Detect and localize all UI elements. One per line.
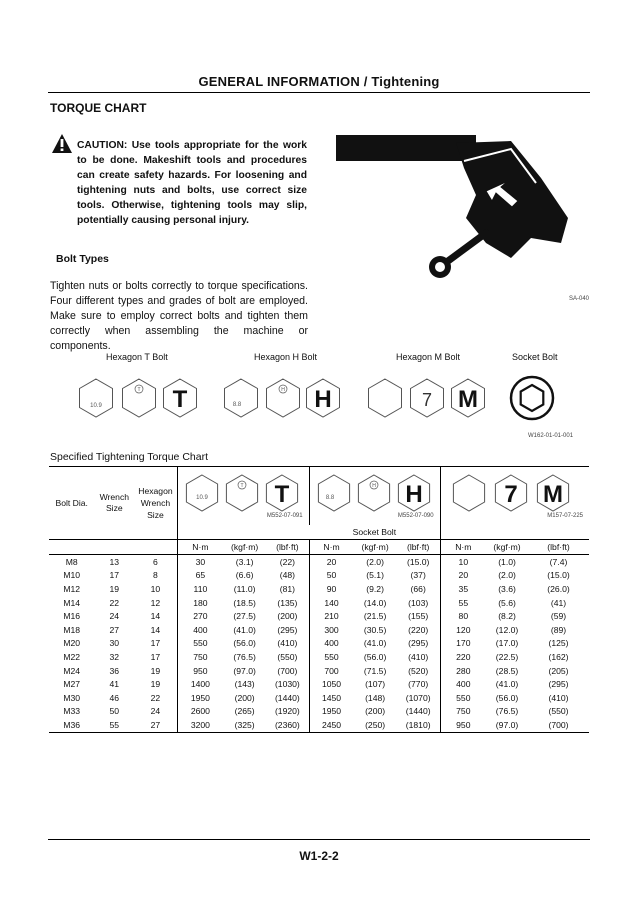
page-header-title: GENERAL INFORMATION / Tightening [198, 74, 440, 89]
table-cell: 22 [109, 597, 120, 608]
table-cell: 46 [109, 692, 120, 703]
bolt-m-mark-hex [452, 379, 485, 417]
torque-chart-table [49, 466, 589, 733]
table-cell: 1950 [309, 705, 353, 719]
table-cell: (15.0) [406, 556, 430, 567]
bolt-h-grade-text: 8.8 [232, 402, 242, 408]
header-bolt-dia: Bolt Dia. [49, 467, 94, 540]
table-cell: M10 [63, 570, 81, 581]
table-cell: 30 [177, 555, 223, 569]
table-cell: (410) [548, 692, 569, 703]
caution-text: CAUTION: Use tools appropriate for the work to be done. Makeshift tools and procedures can create safety hazards. For loosening and tightening nuts and bolts, use correct size tools. Otherwise, tightening tools may slip, potentially causing personal injury. [77, 140, 307, 226]
table-cell: (295) [408, 638, 429, 649]
table-cell: (700) [528, 718, 589, 732]
table-cell: 19 [150, 665, 161, 676]
bolt-h-grade-hex [225, 379, 258, 417]
table-cell: (200) [277, 611, 298, 622]
table-m-grade-text: 7 [504, 481, 518, 508]
table-cell: (97.0) [486, 718, 528, 732]
table-cell: M27 [63, 679, 81, 690]
table-cell: (76.5) [233, 651, 256, 662]
table-cell: 750 [177, 650, 223, 664]
table-cell: 270 [177, 609, 223, 623]
table-cell: 50 [109, 706, 120, 717]
table-cell: M30 [63, 692, 81, 703]
table-cell: (5.6) [498, 597, 516, 608]
bolt-m-plain-hex [369, 379, 402, 417]
table-cell: 24 [109, 611, 120, 622]
table-cell: (11.0) [233, 583, 256, 594]
unit-lbfft: (lbf·ft) [397, 540, 440, 555]
table-cell: 41 [109, 679, 120, 690]
socket-bolt-icon [511, 377, 553, 419]
bolt-types-illustration [72, 372, 572, 424]
table-cell: M18 [63, 624, 81, 635]
table-cell: 36 [109, 665, 120, 676]
table-cell: (200) [234, 692, 255, 703]
table-cell: 17 [109, 570, 120, 581]
table-row [49, 555, 589, 569]
table-cell: 2600 [177, 705, 223, 719]
table-cell: 3200 [177, 718, 223, 732]
table-cell: 6 [153, 556, 158, 567]
table-cell: M12 [63, 583, 81, 594]
table-cell: (48) [279, 570, 296, 581]
table-cell: 8 [153, 570, 158, 581]
table-cell: (30.5) [363, 624, 387, 635]
table-cell: (89) [550, 624, 567, 635]
table-cell: 180 [177, 596, 223, 610]
table-cell: 1950 [177, 691, 223, 705]
svg-text:H: H [281, 387, 285, 393]
table-cell: (550) [277, 651, 298, 662]
svg-text:T: T [137, 387, 141, 393]
bolt-t-plain-hex [123, 379, 156, 417]
table-cell: 32 [109, 651, 120, 662]
table-cell: (37) [410, 570, 426, 581]
table-cell: (3.1) [235, 556, 254, 567]
table-h-grade-text: 8.8 [325, 495, 334, 501]
bolt-t-grade-hex [80, 379, 113, 417]
table-cell: (41.0) [233, 624, 256, 635]
table-cell: (26.0) [547, 583, 570, 594]
table-cell: (295) [277, 624, 298, 635]
table-cell: (162) [548, 651, 569, 662]
table-cell: (15.0) [547, 570, 570, 581]
header-m-bolt-figure [440, 467, 589, 526]
bolt-types-description: Tighten nuts or bolts correctly to torque specifications. Four different types and grades of bolt are employed. Make sure to employ correct bolts and tighten them correctly when assembling the machine or components. [50, 280, 308, 352]
unit-lbfft: (lbf·ft) [528, 540, 589, 555]
table-cell: (2.0) [498, 570, 516, 581]
svg-text:T: T [240, 483, 244, 489]
table-cell: (71.5) [363, 665, 387, 676]
table-cell: (135) [277, 597, 298, 608]
table-cell: (22) [279, 556, 296, 567]
table-cell: (21.5) [363, 611, 387, 622]
table-cell: 14 [150, 611, 161, 622]
header-h-bolt-figure [309, 467, 440, 526]
table-cell: 1050 [309, 677, 353, 691]
bolt-h-mark-hex [307, 379, 340, 417]
label-hexagon-t-bolt: Hexagon T Bolt [106, 352, 168, 362]
table-cell: 12 [150, 597, 161, 608]
table-cell: (97.0) [233, 665, 256, 676]
table-cell: M20 [63, 638, 81, 649]
table-cell: (107) [365, 679, 386, 690]
table-cell: (1920) [274, 706, 300, 717]
table-cell: 550 [177, 637, 223, 651]
bolt-t-grade-text: 10.9 [90, 403, 102, 409]
table-cell: (17.0) [495, 638, 519, 649]
table-h-mark-text: H [404, 481, 423, 508]
table-cell: (28.5) [495, 665, 519, 676]
table-cell: (520) [408, 665, 429, 676]
hand-wrench-illustration [336, 123, 576, 283]
bolt-m-mark-text: M [458, 386, 478, 413]
table-cell: M33 [63, 706, 81, 717]
table-t-mark-text: T [274, 481, 290, 508]
table-cell: 400 [309, 637, 353, 651]
header-wrench-size: Wrench Size [94, 467, 134, 540]
table-cell: (250) [353, 718, 396, 732]
table-cell: (295) [548, 679, 569, 690]
unit-nm: N·m [440, 540, 486, 555]
table-cell: 65 [177, 569, 223, 583]
table-row [49, 623, 589, 637]
table-m-mark-text: M [542, 481, 563, 508]
table-cell: 20 [309, 555, 353, 569]
table-cell: (1070) [405, 692, 431, 703]
table-cell: 550 [309, 650, 353, 664]
footer-divider [48, 839, 590, 840]
table-cell: 1400 [177, 677, 223, 691]
header-hex-wrench-size: Hexagon Wrench Size [134, 467, 177, 540]
table-cell: (410) [277, 638, 298, 649]
table-cell: 80 [440, 609, 486, 623]
table-cell: (41) [550, 597, 567, 608]
table-cell: 700 [309, 664, 353, 678]
table-cell: 110 [177, 582, 223, 596]
table-cell: (770) [408, 679, 429, 690]
table-cell: 22 [150, 692, 161, 703]
table-cell: 120 [440, 623, 486, 637]
table-cell: (550) [548, 706, 569, 717]
table-cell: 17 [150, 651, 161, 662]
bolt-m-grade-text: 7 [421, 390, 433, 410]
table-cell: (1810) [397, 718, 440, 732]
table-cell: M8 [65, 556, 78, 567]
table-cell: (155) [408, 611, 429, 622]
bolt-types-figure-code: W162-01-01-001 [528, 433, 574, 439]
table-cell: 17 [150, 638, 161, 649]
table-cell: (59) [550, 611, 567, 622]
table-cell: 220 [440, 650, 486, 664]
table-cell: (14.0) [363, 597, 387, 608]
table-cell: (220) [408, 624, 429, 635]
bolt-t-mark-hex [164, 379, 197, 417]
table-cell: 55 [440, 596, 486, 610]
table-cell: (41.0) [495, 679, 519, 690]
table-cell: (143) [234, 679, 255, 690]
table-cell: (5.1) [366, 570, 384, 581]
table-cell: (18.5) [233, 597, 256, 608]
unit-kgfm: (kgf·m) [223, 540, 266, 555]
table-cell: M36 [49, 718, 94, 732]
warning-icon [52, 134, 72, 153]
table-cell: (205) [548, 665, 569, 676]
table-cell: 2450 [309, 718, 353, 732]
table-cell: (9.2) [366, 583, 384, 594]
table-cell: 400 [177, 623, 223, 637]
table-cell: (200) [365, 706, 386, 717]
table-row [49, 650, 589, 664]
table-cell: (81) [279, 583, 296, 594]
figure-code-h: M552-07-090 [397, 513, 434, 519]
label-socket-bolt: Socket Bolt [512, 352, 558, 362]
table-row [49, 609, 589, 623]
table-cell: 20 [440, 569, 486, 583]
table-cell: M16 [63, 611, 81, 622]
table-cell: 24 [150, 706, 161, 717]
table-row [49, 705, 589, 719]
figure-code-t: M552-07-091 [266, 513, 303, 519]
label-hexagon-h-bolt: Hexagon H Bolt [254, 352, 318, 362]
table-cell: (7.4) [549, 556, 568, 567]
hand-figure-code: SA-040 [569, 296, 590, 302]
table-cell: (41.0) [363, 638, 387, 649]
header-t-bolt-figure [177, 467, 309, 526]
figure-code-m: M157-07-225 [547, 513, 583, 519]
table-cell: 300 [309, 623, 353, 637]
table-cell: (12.0) [495, 624, 519, 635]
table-cell: 30 [109, 638, 120, 649]
table-cell: 14 [150, 624, 161, 635]
unit-kgfm: (kgf·m) [486, 540, 528, 555]
table-cell: (56.0) [233, 638, 256, 649]
unit-nm: N·m [309, 540, 353, 555]
table-cell: 50 [309, 569, 353, 583]
unit-lbfft: (lbf·ft) [266, 540, 309, 555]
table-cell: (56.0) [363, 651, 387, 662]
table-cell: 27 [134, 718, 177, 732]
header-socket-bolt-right [440, 525, 589, 540]
table-cell: 19 [109, 583, 120, 594]
table-cell: 35 [440, 582, 486, 596]
table-cell: (56.0) [495, 692, 519, 703]
bolt-t-mark-text: T [172, 386, 188, 413]
table-cell: (125) [548, 638, 569, 649]
table-t-grade-text: 10.9 [196, 495, 208, 501]
units-row [49, 540, 589, 555]
table-cell: (148) [365, 692, 386, 703]
table-cell: M24 [63, 665, 81, 676]
table-cell: 27 [109, 624, 120, 635]
table-cell: (27.5) [233, 611, 256, 622]
table-cell: 750 [440, 705, 486, 719]
table-cell: 13 [109, 556, 120, 567]
bolt-h-mark-text: H [314, 386, 332, 413]
table-cell: (103) [408, 597, 429, 608]
table-cell: (1440) [274, 692, 300, 703]
table-cell: M14 [63, 597, 81, 608]
table-cell: 950 [177, 664, 223, 678]
table-cell: (325) [223, 718, 266, 732]
table-cell: (3.6) [498, 583, 516, 594]
table-cell: (1030) [274, 679, 300, 690]
label-hexagon-m-bolt: Hexagon M Bolt [396, 352, 461, 362]
table-cell: 210 [309, 609, 353, 623]
header-socket-bolt-left [177, 525, 309, 540]
table-cell: 55 [94, 718, 134, 732]
header-divider [48, 92, 590, 93]
section-title: TORQUE CHART [50, 101, 147, 115]
table-cell: 10 [440, 555, 486, 569]
table-cell: 170 [440, 637, 486, 651]
table-cell: (76.5) [495, 706, 519, 717]
table-cell: 280 [440, 664, 486, 678]
table-row [49, 582, 589, 596]
table-row [49, 691, 589, 705]
header-socket-bolt: Socket Bolt [352, 527, 397, 537]
table-cell: (700) [277, 665, 298, 676]
table-cell: 400 [440, 677, 486, 691]
table-cell: 550 [440, 691, 486, 705]
bolt-h-plain-hex [267, 379, 300, 417]
table-row [49, 664, 589, 678]
page-number: W1-2-2 [299, 849, 339, 863]
table-cell: 10 [150, 583, 161, 594]
table-cell: (1.0) [498, 556, 516, 567]
svg-text:H: H [371, 483, 376, 489]
table-cell: (6.6) [235, 570, 254, 581]
unit-kgfm: (kgf·m) [353, 540, 396, 555]
table-cell: 19 [150, 679, 161, 690]
table-cell: (410) [408, 651, 429, 662]
table-cell: (265) [234, 706, 255, 717]
table-cell: 90 [309, 582, 353, 596]
torque-chart-title: Specified Tightening Torque Chart [50, 451, 208, 463]
table-cell: (2.0) [366, 556, 384, 567]
table-cell: 1450 [309, 691, 353, 705]
table-cell: (1440) [405, 706, 431, 717]
table-cell: 140 [309, 596, 353, 610]
table-cell: (22.5) [495, 651, 519, 662]
bolt-types-heading: Bolt Types [56, 253, 109, 265]
table-row [49, 677, 589, 691]
table-row [49, 569, 589, 583]
table-row [49, 596, 589, 610]
table-cell: (2360) [266, 718, 309, 732]
unit-nm: N·m [177, 540, 223, 555]
bolt-m-grade-hex [411, 379, 444, 417]
table-cell: M22 [63, 651, 81, 662]
table-cell: (8.2) [498, 611, 516, 622]
table-row [49, 718, 589, 732]
table-row [49, 637, 589, 651]
table-cell: (66) [410, 583, 426, 594]
table-cell: 950 [440, 718, 486, 732]
